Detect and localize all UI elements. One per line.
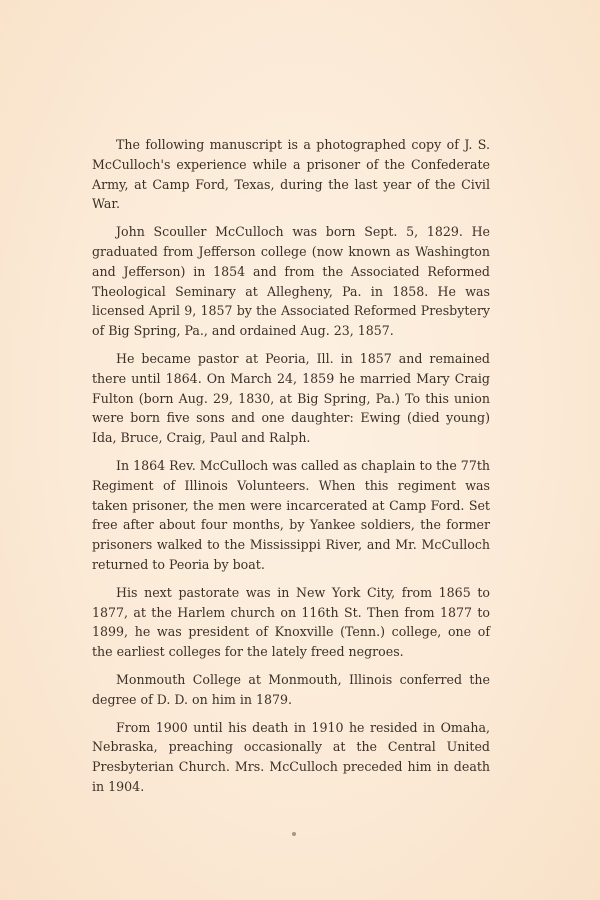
paragraph-monmouth-degree: Monmouth College at Monmouth, Illinois conferred the degree of D. D. on him in 1879.	[92, 671, 490, 707]
paragraph-chaplaincy: In 1864 Rev. McCulloch was called as chaplain to the 77th Regiment of Illinois Volunteers. When this regiment was taken prisoner, the men were incarcerated at Camp Ford. Set free after about four months, by Yankee soldiers, the former prisoners walked to the Mississippi River, and Mr. McCulloch returned to Peoria by boat.	[92, 457, 490, 572]
paragraph-birth-education: John Scouller McCulloch was born Sept. 5, 1829. He graduated from Jefferson college (now known as Washington and Jefferson) in 1854 and from the Associated Reformed Theological Seminary at Allegheny, Pa. in 1858. He was licensed April 9, 1857 by the Associated Reformed Presbytery of Big Spring, Pa., and ordained Aug. 23, 1857.	[92, 224, 490, 339]
paragraph-peoria-marriage: He became pastor at Peoria, Ill. in 1857 and remained there until 1864. On March 24, 1859 he married Mary Craig Fulton (born Aug. 29, 1830, at Big Spring, Pa.) To this union were born five sons and one daughter: Ewing (died young) Ida, Bruce, Craig, Paul and Ralph.	[92, 350, 490, 446]
paragraph-new-york-knoxville: His next pastorate was in New York City, from 1865 to 1877, at the Harlem church on 116th St. Then from 1877 to 1899, he was president of Knoxville (Tenn.) college, one of the earliest colleges for the lately freed negroes.	[92, 584, 490, 660]
page-mark	[292, 832, 296, 836]
paragraph-intro: The following manuscript is a photographed copy of J. S. McCulloch's experience while a prisoner of the Confederate Army, at Camp Ford, Texas, during the last year of the Civil War.	[92, 137, 490, 212]
body-text	[92, 135, 490, 797]
paragraph-omaha-death: From 1900 until his death in 1910 he resided in Omaha, Nebraska, preaching occasionally at the Central United Presbyterian Church. Mrs. McCulloch preceded him in death in 1904.	[92, 719, 490, 794]
